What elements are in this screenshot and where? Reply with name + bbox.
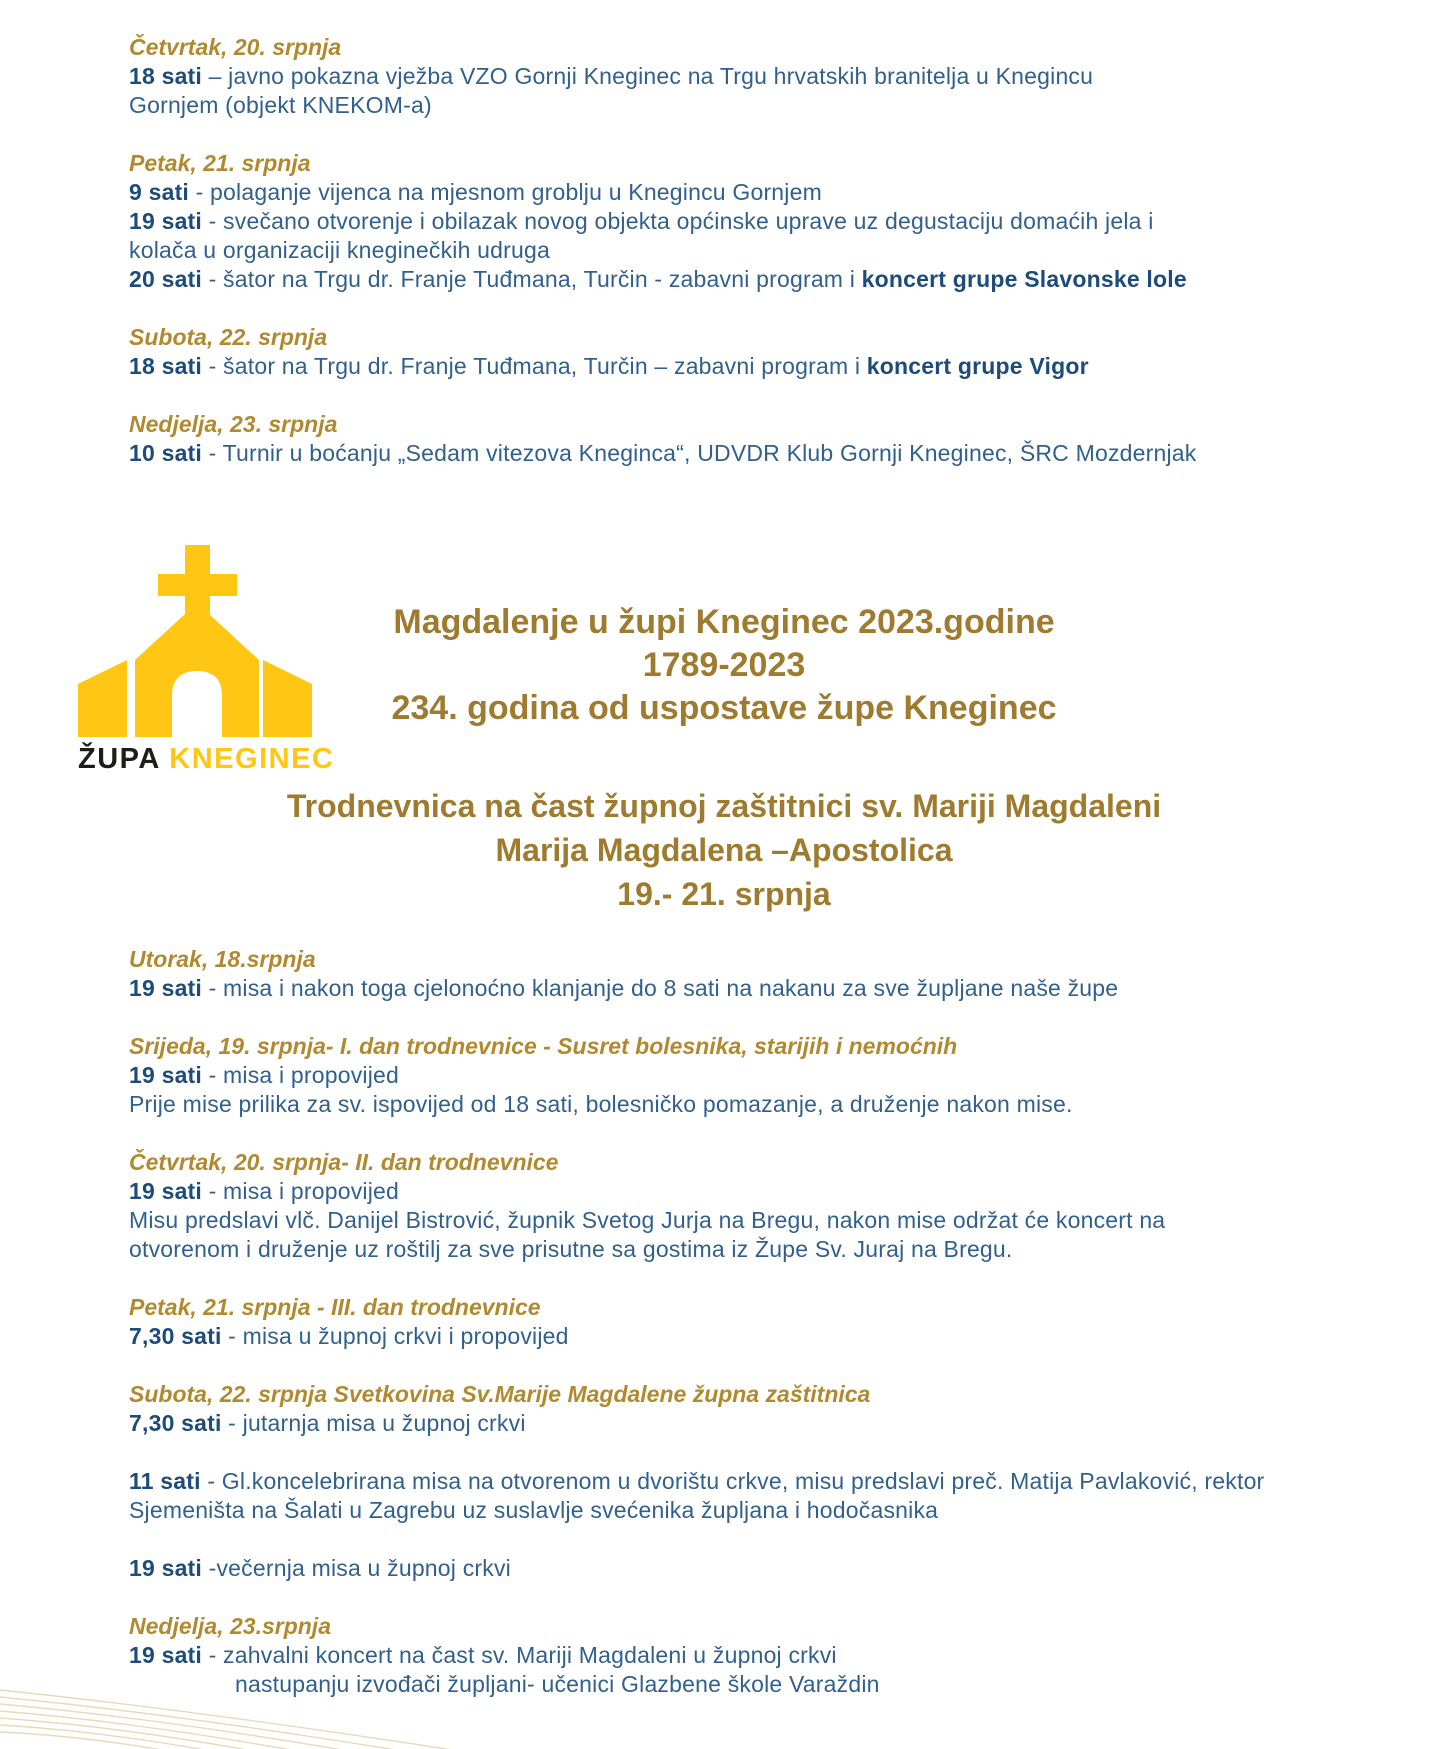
sub-title	[0, 784, 1448, 916]
event-text: Sjemeništa na Šalati u Zagrebu uz suslavlje svećenika župljana i hodočasnika	[129, 1497, 939, 1523]
time-label: 19 sati	[129, 975, 203, 1001]
event-text: - jutarnja misa u župnoj crkvi	[221, 1410, 526, 1436]
time-label: 19 sati	[129, 208, 203, 234]
event-text: Gornjem (objekt KNEKOM-a)	[129, 92, 432, 118]
schedule-section-thursday-20	[129, 1148, 1419, 1264]
time-label: 18 sati	[129, 63, 203, 89]
event-text: otvorenom i druženje uz roštilj za sve prisutne sa gostima iz Župe Sv. Juraj na Bregu.	[129, 1236, 1013, 1262]
event-text: - Turnir u boćanju „Sedam vitezova Kneginca“, UDVDR Klub Gornji Kneginec, ŠRC Mozdernjak	[202, 440, 1197, 466]
time-label: 19 sati	[129, 1178, 203, 1204]
day-heading: Nedjelja, 23.srpnja	[129, 1613, 331, 1639]
main-title-line-1: Magdalenje u župi Kneginec 2023.godine	[393, 603, 1055, 641]
event-text: kolača u organizaciji kneginečkih udruga	[129, 237, 550, 263]
schedule-line	[129, 178, 1419, 207]
event-text: - misa u župnoj crkvi i propovijed	[221, 1323, 569, 1349]
day-heading: Utorak, 18.srpnja	[129, 946, 316, 972]
event-text: - Gl.koncelebrirana misa na otvorenom u dvorištu crkve, misu predslavi preč. Matija Pavlaković, rektor	[200, 1468, 1265, 1494]
schedule-line	[129, 1177, 1419, 1206]
schedule-line	[129, 91, 1419, 120]
schedule-line	[129, 265, 1419, 294]
schedule-section-sunday-23	[129, 1612, 1419, 1699]
schedule-section-wednesday-19	[129, 1032, 1419, 1119]
event-text: nastupanju izvođači župljani- učenici Glazbene škole Varaždin	[235, 1671, 880, 1697]
bold-event-text: koncert grupe Slavonske lole	[861, 266, 1187, 292]
schedule-section-thursday	[129, 33, 1419, 120]
time-label: 19 sati	[129, 1555, 203, 1581]
event-text: - svečano otvorenje i obilazak novog objekta općinske uprave uz degustaciju domaćih jela i	[202, 208, 1154, 234]
schedule-section-saturday-22	[129, 1380, 1419, 1583]
schedule-line	[129, 1496, 1419, 1525]
schedule-line	[129, 1641, 1419, 1670]
day-heading: Subota, 22. srpnja	[129, 324, 328, 350]
schedule-line	[129, 236, 1419, 265]
main-title-line-2: 1789-2023	[642, 646, 806, 684]
time-label: 18 sati	[129, 353, 203, 379]
event-text: Prije mise prilika za sv. ispovijed od 18 sati, bolesničko pomazanje, a druženje nakon mise.	[129, 1091, 1073, 1117]
corner-lines-decoration	[0, 1687, 600, 1749]
schedule-section-friday-21	[129, 1293, 1419, 1351]
event-text: -večernja misa u župnoj crkvi	[202, 1555, 511, 1581]
day-heading: Srijeda, 19. srpnja- I. dan trodnevnice - Susret bolesnika, starijih i nemoćnih	[129, 1033, 958, 1059]
schedule-line	[129, 974, 1419, 1003]
schedule-line	[129, 1554, 1419, 1583]
schedule-line	[129, 207, 1419, 236]
schedule-line	[129, 1090, 1419, 1119]
day-heading: Petak, 21. srpnja	[129, 150, 311, 176]
top-schedule	[129, 33, 1419, 497]
logo-text-zupa: ŽUPA	[78, 743, 160, 775]
schedule-section-saturday	[129, 323, 1419, 381]
schedule-line	[129, 1061, 1419, 1090]
event-text: - misa i propovijed	[202, 1062, 400, 1088]
schedule-section-friday	[129, 149, 1419, 294]
day-heading: Četvrtak, 20. srpnja- II. dan trodnevnice	[129, 1149, 559, 1175]
time-label: 7,30 sati	[129, 1323, 222, 1349]
schedule-section-tuesday-18	[129, 945, 1419, 1003]
logo-wordmark	[78, 743, 335, 776]
bottom-schedule	[129, 945, 1419, 1728]
event-text: - šator na Trgu dr. Franje Tuđmana, Turčin – zabavni program i	[202, 353, 867, 379]
event-text: - polaganje vijenca na mjesnom groblju u Knegincu Gornjem	[189, 179, 822, 205]
schedule-line	[129, 1235, 1419, 1264]
event-text: - šator na Trgu dr. Franje Tuđmana, Turčin - zabavni program i	[202, 266, 862, 292]
time-label: 10 sati	[129, 440, 203, 466]
time-label: 11 sati	[129, 1468, 201, 1494]
sub-title-line-1: Trodnevnica na čast župnoj zaštitnici sv. Mariji Magdaleni	[286, 788, 1162, 824]
event-text: - misa i nakon toga cjelonoćno klanjanje do 8 sati na nakanu za sve župljane naše župe	[202, 975, 1119, 1001]
time-label: 19 sati	[129, 1062, 203, 1088]
day-heading: Nedjelja, 23. srpnja	[129, 411, 338, 437]
event-text: - zahvalni koncert na čast sv. Mariji Magdaleni u župnoj crkvi	[202, 1642, 837, 1668]
time-label: 7,30 sati	[129, 1410, 222, 1436]
event-text: – javno pokazna vježba VZO Gornji Kneginec na Trgu hrvatskih branitelja u Knegincu	[202, 63, 1094, 89]
sub-title-line-3: 19.- 21. srpnja	[617, 876, 831, 912]
schedule-section-sunday	[129, 410, 1419, 468]
day-heading: Četvrtak, 20. srpnja	[129, 34, 342, 60]
schedule-line	[129, 352, 1419, 381]
event-text: Misu predslavi vlč. Danijel Bistrović, župnik Svetog Jurja na Bregu, nakon mise održat će koncert na	[129, 1207, 1166, 1233]
schedule-line	[129, 1322, 1419, 1351]
schedule-line	[129, 1206, 1419, 1235]
main-title	[0, 601, 1448, 730]
logo-text-kneginec: KNEGINEC	[169, 743, 335, 775]
main-title-line-3: 234. godina od uspostave župe Kneginec	[391, 689, 1057, 727]
time-label: 19 sati	[129, 1642, 203, 1668]
event-text: - misa i propovijed	[202, 1178, 400, 1204]
time-label: 9 sati	[129, 179, 190, 205]
schedule-line	[129, 1467, 1419, 1496]
time-label: 20 sati	[129, 266, 203, 292]
schedule-line	[129, 1409, 1419, 1438]
schedule-line	[129, 439, 1419, 468]
day-heading: Subota, 22. srpnja Svetkovina Sv.Marije Magdalene župna zaštitnica	[129, 1381, 871, 1407]
sub-title-line-2: Marija Magdalena –Apostolica	[495, 832, 953, 868]
day-heading: Petak, 21. srpnja - III. dan trodnevnice	[129, 1294, 541, 1320]
bold-event-text: koncert grupe Vigor	[866, 353, 1089, 379]
schedule-line	[129, 62, 1419, 91]
